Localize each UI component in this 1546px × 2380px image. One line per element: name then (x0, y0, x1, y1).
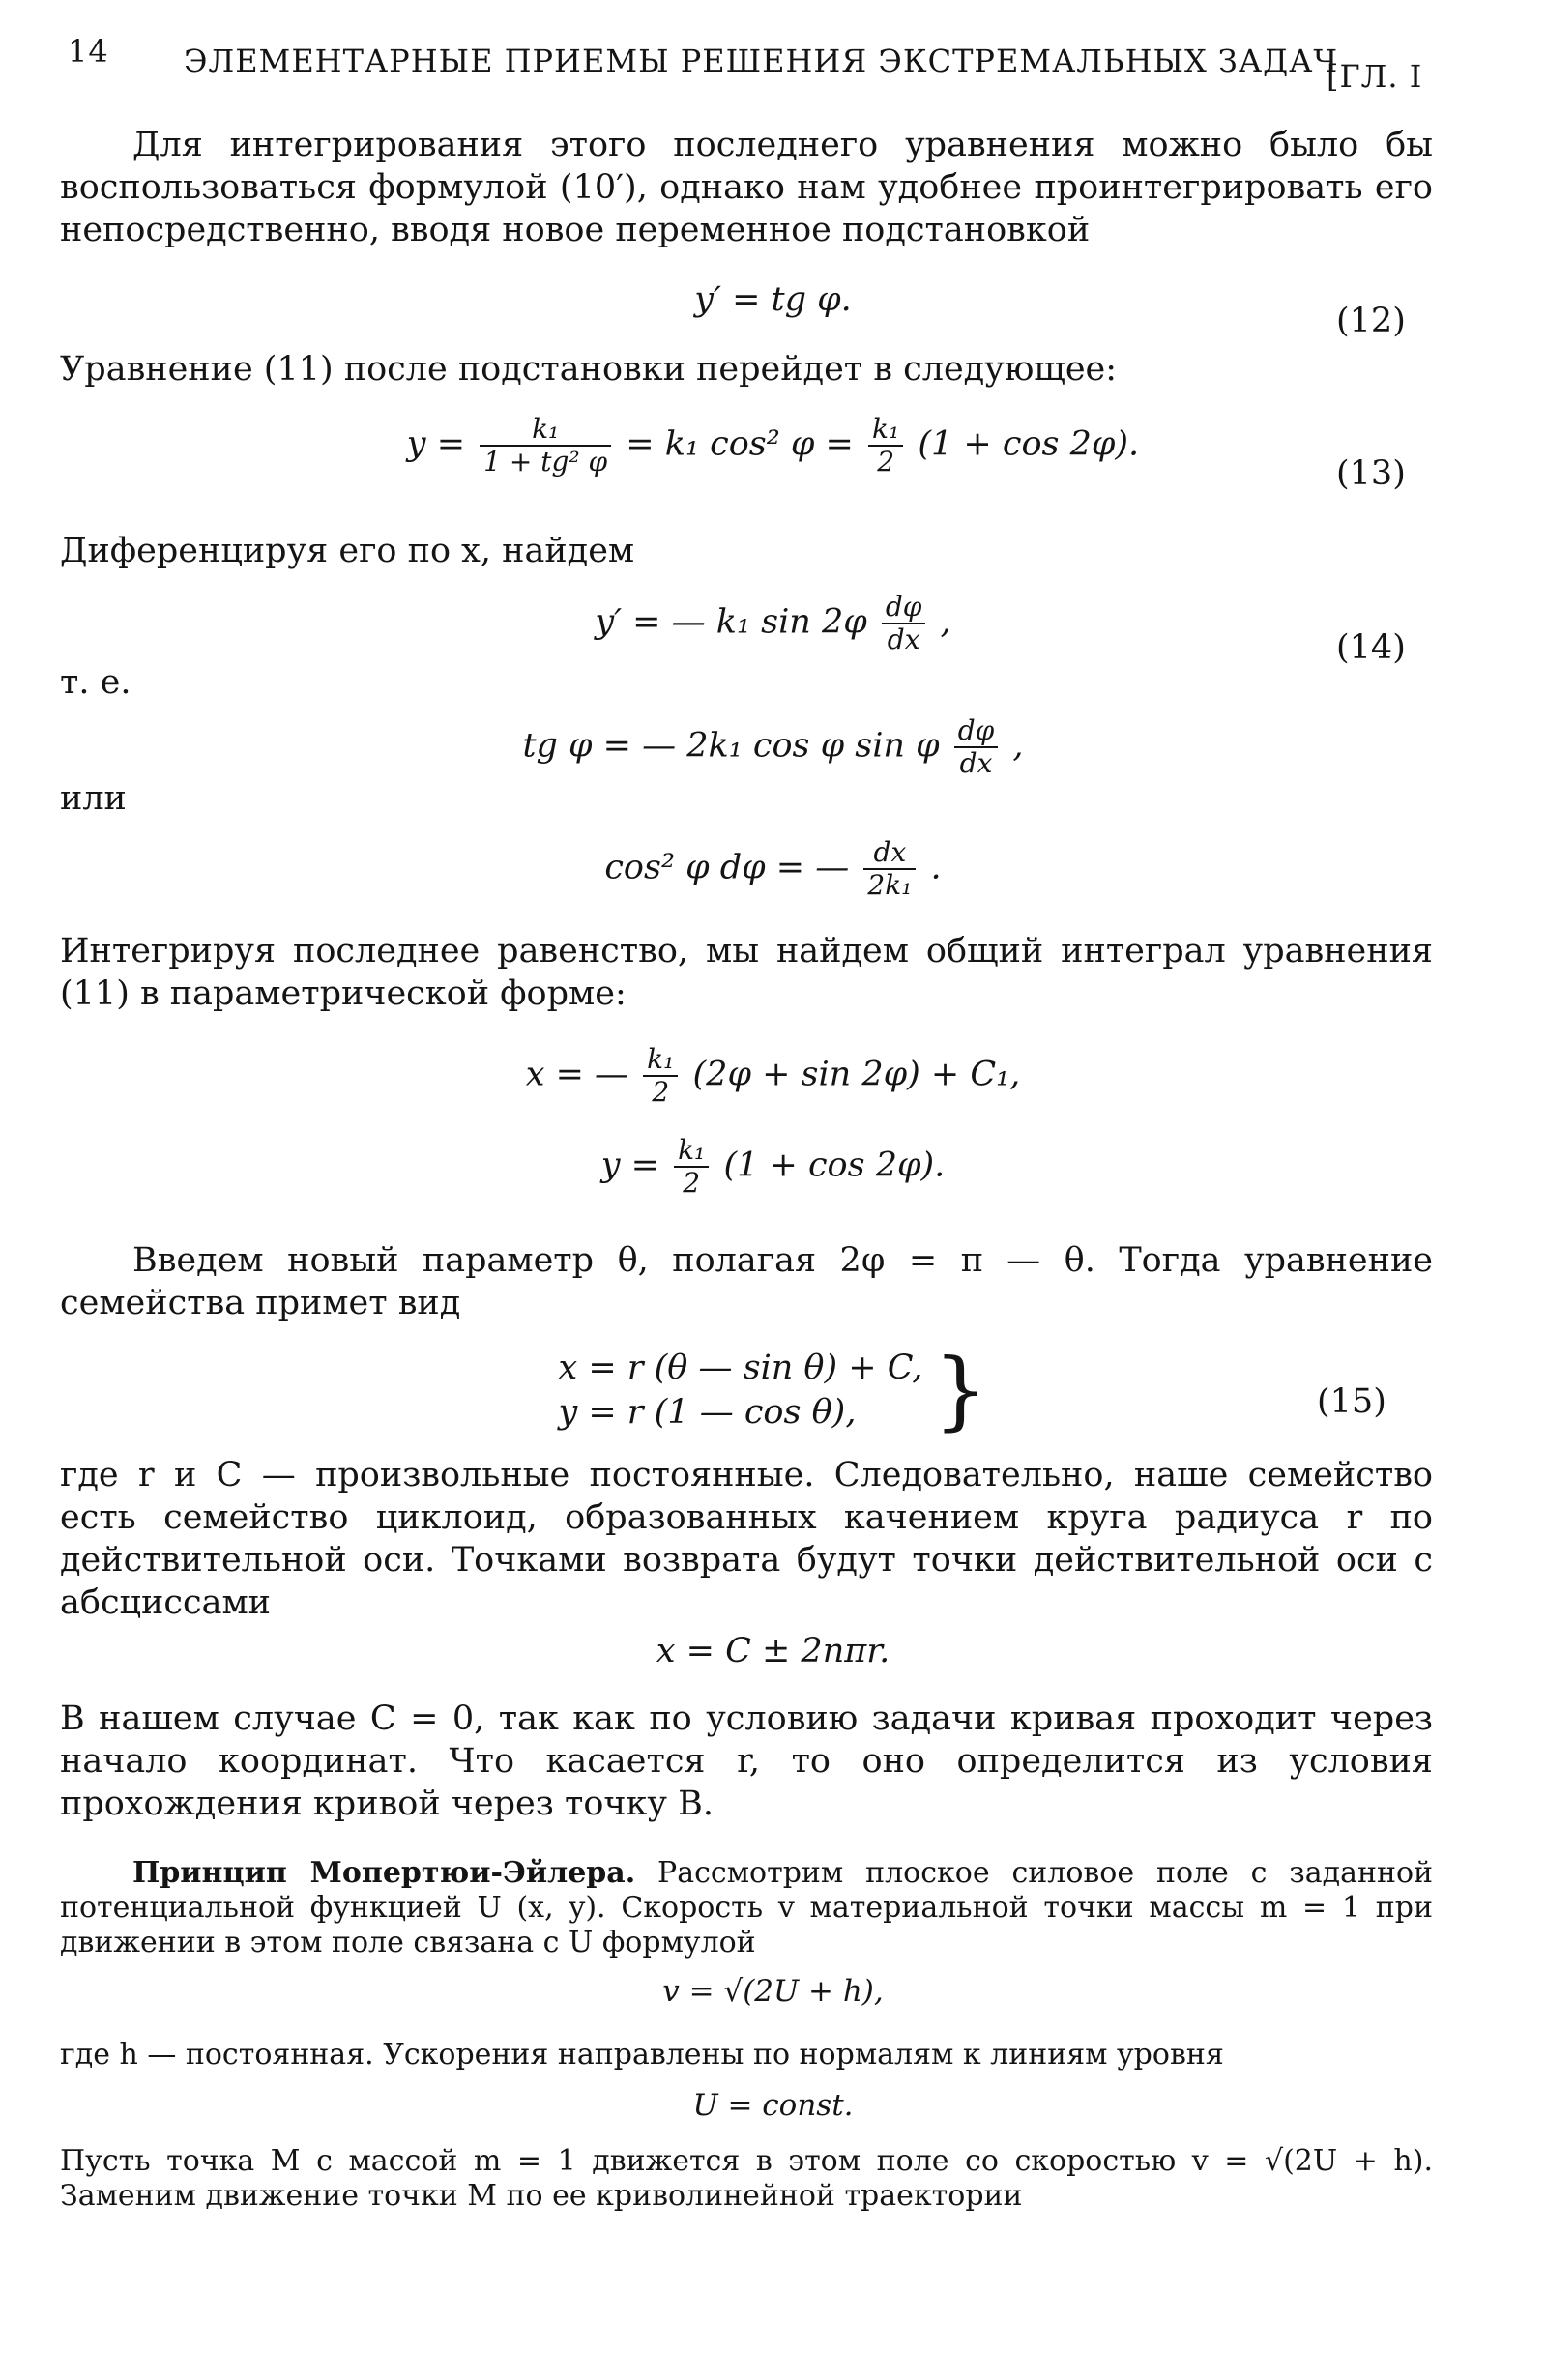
paragraph-4: Интегрируя последнее равенство, мы найдем общий интеграл уравнения (11) в параметрической форме: (60, 932, 1433, 1013)
equation-velocity: v = √(2U + h), (662, 1974, 884, 2009)
eq13-fraction-1 (480, 414, 611, 478)
equation-15-number: (15) (1317, 1382, 1386, 1421)
eq14-fraction (882, 592, 926, 655)
paragraph-9: где h — постоянная. Ускорения направлены по нормалям к линиям уровня (60, 2038, 1224, 2072)
paragraph-8-title: Принцип Мопертюи-Эйлера. (132, 1856, 636, 1890)
paragraph-3: Диференцируя его по x, найдем (60, 532, 635, 570)
label-te: т. е. (60, 663, 131, 702)
eq13-f1-denominator: 1 + tg² φ (480, 445, 611, 478)
page-number: 14 (68, 33, 109, 70)
eq-x-numerator: k₁ (647, 1043, 675, 1075)
paragraph-8 (60, 1856, 1433, 1960)
eq-y-fraction (674, 1135, 709, 1199)
equation-13 (0, 414, 1546, 478)
paragraph-6: где r и C — произвольные постоянные. Следовательно, наше семейство есть семейство циклоид, образованных качением круга радиуса r по действительной оси. Точками возврата будут точки действительной оси с абсциссами (60, 1456, 1433, 1622)
right-brace: } (933, 1340, 988, 1439)
equation-cos (0, 837, 1546, 901)
eq-tg-lhs: tg φ = — 2k₁ cos φ sin φ (522, 726, 940, 766)
eq15-line-2: y = r (1 — cos θ), (558, 1393, 857, 1432)
paragraph-1: Для интегрирования этого последнего уравнения можно было бы воспользоваться формулой (10′), однако нам удобнее проинтегрировать его непосредственно, вводя новое переменное подстановкой (60, 126, 1433, 249)
eq-cos-lhs: cos² φ dφ = — (604, 848, 850, 887)
eq-tg-tail: , (1012, 726, 1024, 766)
eq14-numerator: dφ (885, 591, 922, 623)
chapter-reference: [ГЛ. I (1327, 58, 1423, 95)
eq15-system (558, 1346, 922, 1435)
eq-cos-denominator: 2k₁ (863, 868, 916, 901)
eq14-denominator: dx (882, 623, 926, 655)
eq14-tail: , (940, 602, 951, 642)
eq-y-tail: (1 + cos 2φ). (723, 1146, 946, 1185)
eq-x-denominator: 2 (643, 1075, 678, 1108)
eq13-middle: = k₁ cos² φ = (626, 424, 854, 464)
eq-tg-fraction (954, 715, 999, 779)
eq-cos-numerator: dx (873, 836, 907, 868)
equation-14-number: (14) (1336, 628, 1406, 667)
eq-cos-fraction (863, 837, 916, 901)
eq13-f2-denominator: 2 (868, 445, 903, 478)
paragraph-10: Пусть точка M с массой m = 1 движется в этом поле со скоростью v = √(2U + h). Заменим движение точки M по ее криволинейной траектории (60, 2144, 1433, 2213)
eq-x-lhs: x = — (525, 1055, 629, 1094)
eq14-lhs: y′ = — k₁ sin 2φ (595, 602, 867, 642)
eq13-tail: (1 + cos 2φ). (918, 424, 1140, 464)
eq13-fraction-2 (868, 414, 903, 478)
eq13-f2-numerator: k₁ (872, 413, 900, 445)
equation-13-number: (13) (1336, 454, 1406, 493)
eq-tg-numerator: dφ (957, 714, 995, 746)
eq-x-fraction (643, 1044, 678, 1108)
paragraph-7: В нашем случае C = 0, так как по условию задачи кривая проходит через начало координат. Что касается r, то оно определится из условия прохождения кривой через точку B. (60, 1699, 1433, 1823)
equation-15 (0, 1340, 1546, 1439)
eq-y-numerator: k₁ (678, 1134, 706, 1166)
equation-tg (0, 715, 1546, 779)
eq13-f1-numerator: k₁ (532, 413, 560, 445)
eq-x-tail: (2φ + sin 2φ) + C₁, (692, 1055, 1021, 1094)
equation-cusps: x = C ± 2nπr. (656, 1632, 890, 1670)
equation-12-number: (12) (1336, 302, 1406, 340)
paragraph-8-body: Рассмотрим плоское силовое поле с заданной потенциальной функцией U (x, y). Скорость v материальной точки массы m = 1 при движении в этом поле связана с U формулой (60, 1856, 1433, 1959)
equation-14 (0, 592, 1546, 655)
equation-y-param (0, 1135, 1546, 1199)
eq13-lhs: y = (406, 424, 466, 464)
running-head: ЭЛЕМЕНТАРНЫЕ ПРИЕМЫ РЕШЕНИЯ ЭКСТРЕМАЛЬНЫХ ЗАДАЧ (184, 43, 1339, 79)
equation-level-lines: U = const. (692, 2088, 854, 2123)
label-ili: или (60, 779, 127, 818)
eq-y-lhs: y = (600, 1146, 659, 1185)
eq15-line-1: x = r (θ — sin θ) + C, (558, 1349, 923, 1387)
eq-y-denominator: 2 (674, 1166, 709, 1199)
eq-cos-tail: . (930, 848, 942, 887)
paragraph-2: Уравнение (11) после подстановки перейдет в следующее: (60, 350, 1118, 389)
equation-12: y′ = tg φ. (694, 280, 852, 319)
paragraph-5: Введем новый параметр θ, полагая 2φ = π — θ. Тогда уравнение семейства примет вид (60, 1241, 1433, 1322)
equation-x-param (0, 1044, 1546, 1108)
eq-tg-denominator: dx (954, 746, 999, 779)
